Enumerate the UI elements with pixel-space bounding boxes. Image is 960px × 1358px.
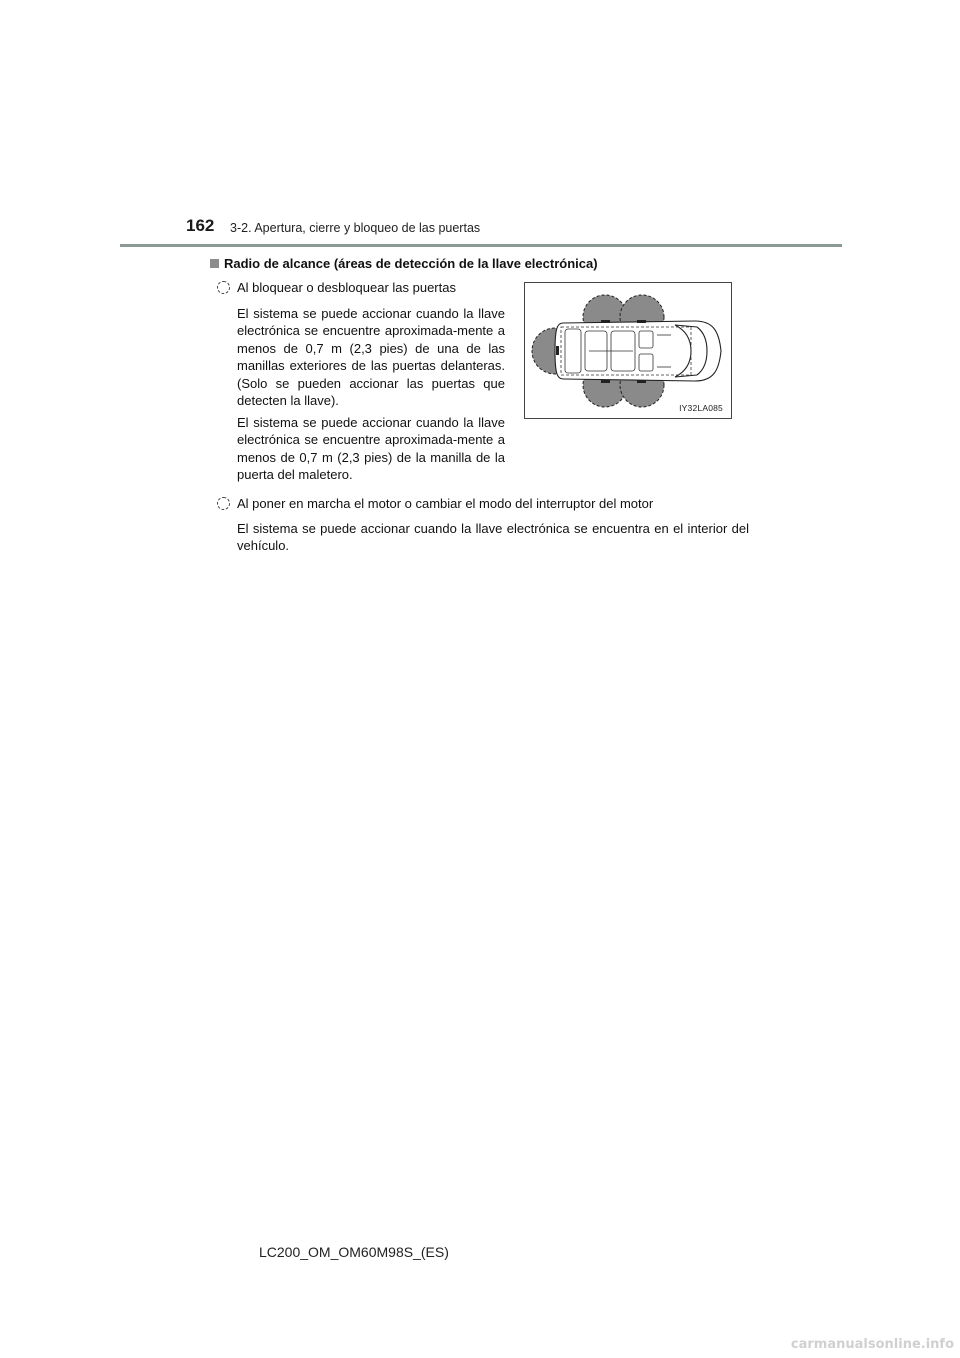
page-number: 162 [186, 216, 215, 235]
footer-doc-id: LC200_OM_OM60M98S_(ES) [259, 1244, 449, 1260]
section-header: 3-2. Apertura, cierre y bloqueo de las puertas [230, 221, 481, 235]
item1-paragraph2: El sistema se puede accionar cuando la llave electrónica se encuentre aproximada-mente a menos de 0,7 m (2,3 pies) de la manilla de la puerta del maletero. [237, 415, 505, 483]
watermark: carmanualsonline.info [790, 1337, 954, 1352]
detection-range-figure [524, 282, 732, 419]
item2-title: Al poner en marcha el motor o cambiar el modo del interruptor del motor [237, 496, 654, 511]
figure-code: IY32LA085 [679, 403, 723, 413]
dashed-circle-bullet-icon [217, 281, 230, 294]
subheading [210, 256, 598, 271]
header-rule [120, 244, 842, 247]
square-bullet-icon [210, 259, 219, 268]
vehicle-detection-diagram [525, 283, 732, 419]
dashed-circle-bullet-icon [217, 497, 230, 510]
item2-paragraph: El sistema se puede accionar cuando la llave electrónica se encuentra en el interior del vehículo. [237, 521, 749, 554]
item1-paragraph1: El sistema se puede accionar cuando la llave electrónica se encuentre aproximada-mente a menos de 0,7 m (2,3 pies) de una de las manillas exteriores de las puertas delanteras. (Solo se pueden accionar las puertas que detecten la llave). [237, 306, 505, 409]
subheading-text: Radio de alcance (áreas de detección de la llave electrónica) [224, 256, 598, 271]
item1-title: Al bloquear o desbloquear las puertas [237, 280, 456, 295]
